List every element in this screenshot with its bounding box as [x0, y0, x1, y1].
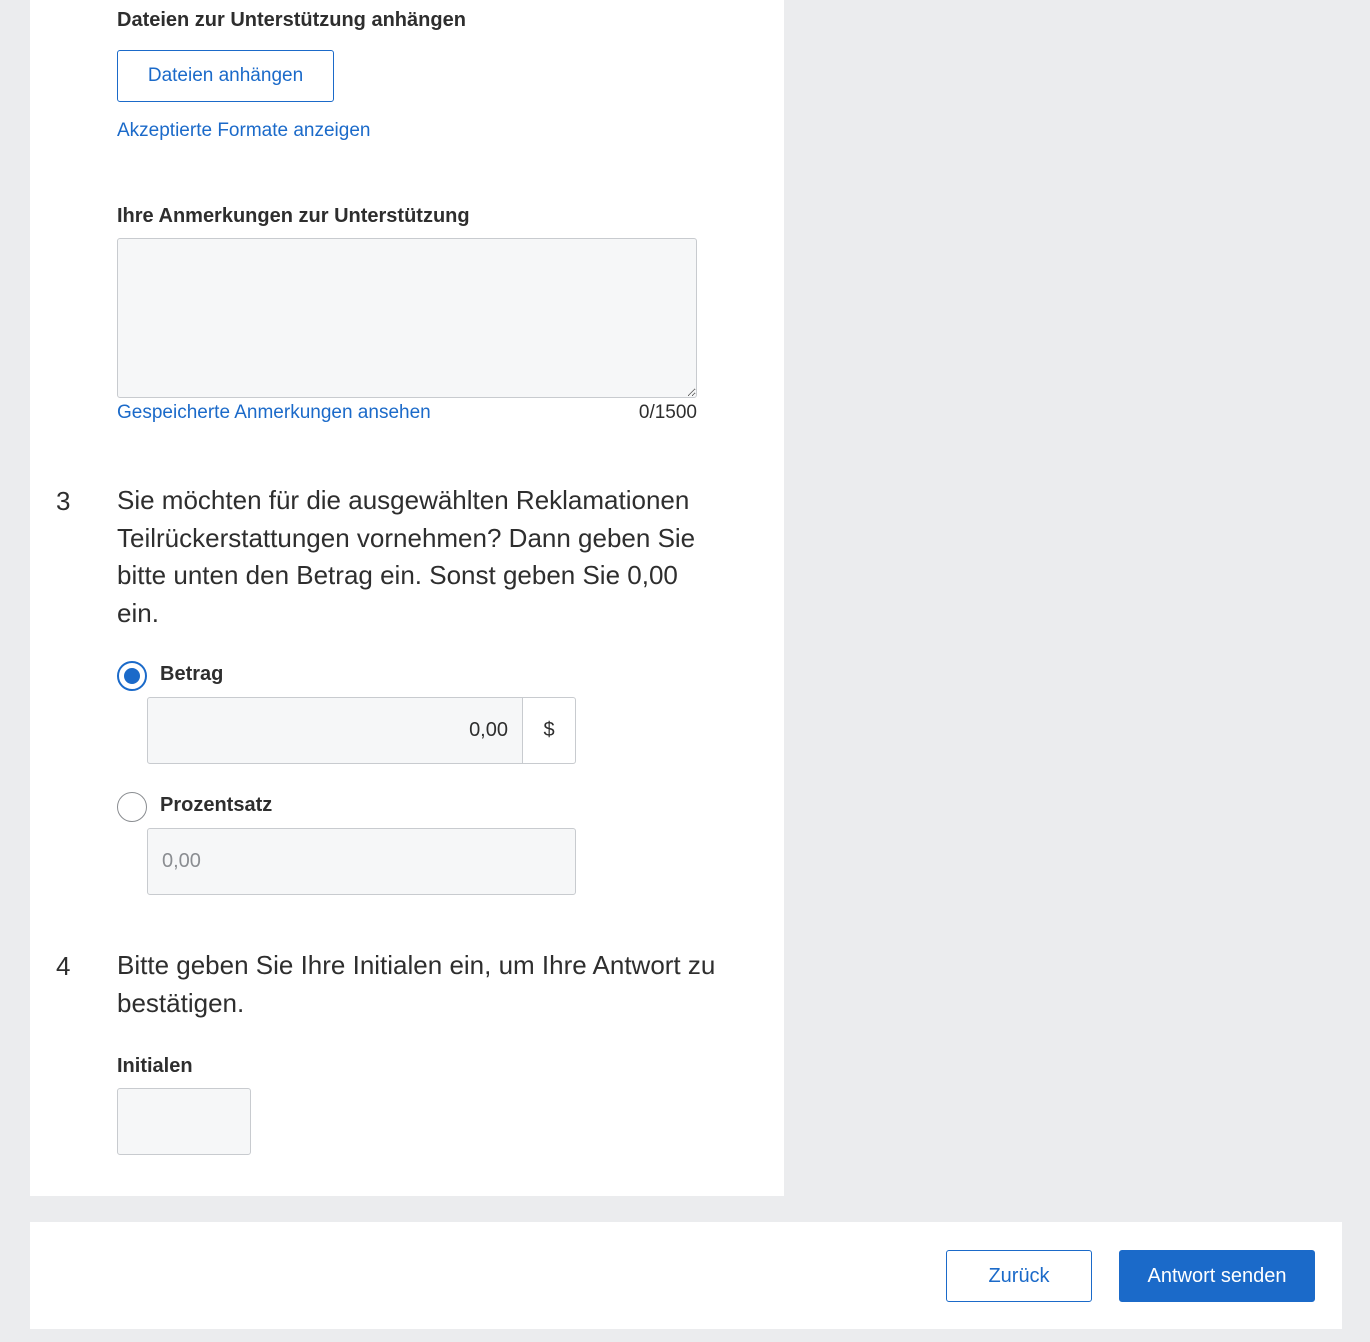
back-button[interactable]: Zurück [946, 1250, 1092, 1302]
attachments-heading: Dateien zur Unterstützung anhängen [117, 9, 466, 31]
question-3-line: Teilrückerstattungen vornehmen? Dann geben Sie [117, 522, 696, 553]
amount-input[interactable] [148, 698, 522, 763]
form-footer [30, 1222, 1342, 1329]
submit-response-button[interactable]: Antwort senden [1119, 1250, 1315, 1302]
initials-input[interactable] [118, 1089, 250, 1154]
amount-radio-label[interactable]: Betrag [160, 663, 224, 685]
question-4-number: 4 [56, 951, 71, 981]
notes-character-counter: 0/1500 [638, 402, 697, 423]
currency-suffix: $ [523, 697, 576, 764]
amount-field[interactable] [147, 697, 523, 764]
response-form-panel [30, 0, 784, 1196]
percent-radio[interactable] [117, 792, 147, 822]
percent-field[interactable] [147, 828, 576, 895]
accepted-formats-link[interactable]: Akzeptierte Formate anzeigen [117, 120, 371, 141]
question-4-line: bestätigen. [117, 987, 245, 1018]
question-4-line: Bitte geben Sie Ihre Initialen ein, um Ihre Antwort zu [117, 950, 716, 980]
percent-input[interactable] [148, 829, 575, 894]
question-4-text [117, 947, 777, 1022]
notes-textarea[interactable] [117, 238, 697, 398]
question-3-line: bitte unten den Betrag ein. Sonst geben Sie 0,00 [117, 560, 678, 590]
question-3-line: Sie möchten für die ausgewählten Reklamationen [117, 485, 690, 515]
amount-radio[interactable] [117, 661, 147, 691]
percent-radio-label[interactable]: Prozentsatz [160, 794, 273, 816]
question-3-text [117, 482, 777, 632]
initials-label: Initialen [117, 1055, 193, 1077]
saved-notes-link[interactable]: Gespeicherte Anmerkungen ansehen [117, 402, 431, 423]
question-3-line: ein. [117, 597, 159, 628]
attach-files-button[interactable]: Dateien anhängen [117, 50, 334, 102]
notes-heading: Ihre Anmerkungen zur Unterstützung [117, 205, 470, 227]
question-3-number: 3 [56, 486, 71, 516]
initials-field[interactable] [117, 1088, 251, 1155]
